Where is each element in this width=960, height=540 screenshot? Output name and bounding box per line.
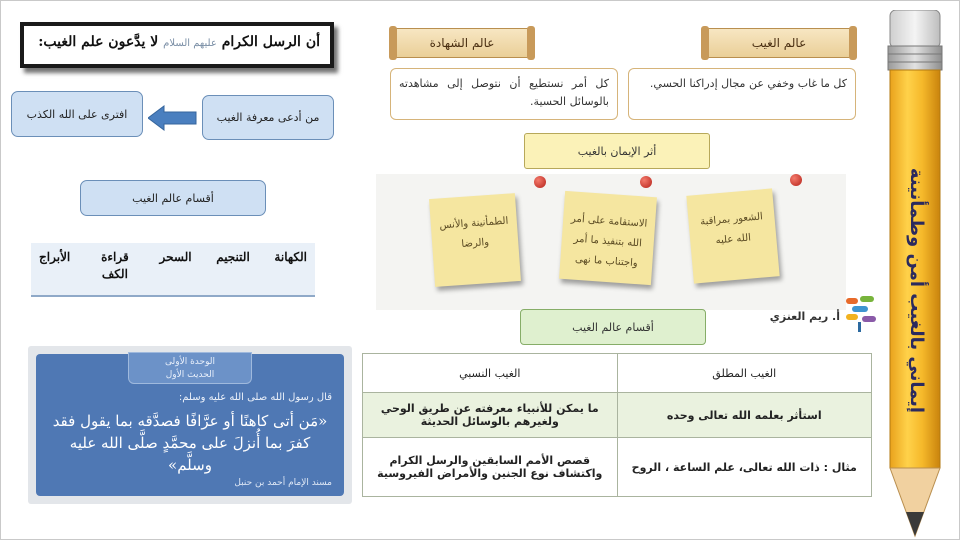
hadith-text: «مَن أتى كاهنًا أو عرَّافًا فصدَّقه بما يقول فقد كفرَ بما أُنزلَ على محمَّدٍ صلَّى الله عليه وسلَّم» [52,412,328,474]
table-row [363,354,872,393]
author-name: أ. ريم العنزي [769,310,840,323]
consequence-box [11,91,143,137]
scroll-unseen [706,28,852,58]
list-item: الأبراج [39,250,71,264]
faith-effect-bar [524,133,710,169]
title-rest: لا يدَّعون علم الغيب: [38,34,159,50]
witnessed-definition-text: كل أمر نستطيع أن نتوصل إلى مشاهدته بالوسائل الحسية. [399,77,609,108]
scroll-witnessed-label: عالم الشهادة [429,36,495,50]
note-tranquility [429,193,521,287]
table-cell: استأثر بعلمه الله تعالى وحده [617,393,872,438]
divisions-heading-label: أقسام عالم الغيب [132,191,214,205]
table-cell: مثال : ذات الله تعالى، علم الساعة ، الروح [617,438,872,497]
unit-tag [128,352,252,384]
scroll-unseen-label: عالم الغيب [751,36,807,50]
note-steadfastness [559,191,657,285]
unit-label: الوحدة الأولى [165,357,215,367]
unseen-definition-text: كل ما غاب وخفي عن مجال إدراكنا الحسي. [649,77,847,90]
table-header-absolute: الغيب المطلق [617,354,872,393]
arrow-left-icon [148,104,198,132]
title-honorific: عليهم السلام [163,38,217,49]
author-logo [742,292,890,338]
hadith-panel [28,346,352,504]
slide-title [20,22,334,68]
table-row [363,393,872,438]
unseen-definition [628,68,856,120]
note-text: الطمأنينة والأنس والرضا [439,215,509,250]
lesson-label: الحديث الأول [165,370,215,380]
divisions-list [31,243,315,297]
pin-icon [534,176,546,188]
pin-icon [640,176,652,188]
pin-icon [790,174,802,186]
note-text: الاستقامة على أمر الله بتنفيذ ما أمر واجتناب ما نهى [570,213,648,270]
note-awareness [686,188,779,283]
list-item: التنجيم [216,250,250,264]
hadith-reference: مسند الإمام أحمد بن حنبل [234,478,332,488]
divisions-green-bar [520,309,706,345]
unseen-types-table [362,353,872,497]
table-cell: قصص الأمم السابقين والرسل الكرام واكتشاف نوع الجنين والأمراض الفيروسية [363,438,618,497]
note-text: الشعور بمراقبة الله عليه [699,211,764,247]
book-logo-icon [842,292,882,332]
faith-effect-label: أثر الإيمان بالغيب [577,144,657,158]
divisions-heading [80,180,266,216]
hadith-intro: قال رسول الله صلى الله عليه وسلم: [178,392,332,403]
hadith-board [36,354,344,496]
table-header-relative: الغيب النسبي [363,354,618,393]
pencil-label-text: إيماني بالغيب أمن وطمأنينة [906,167,928,413]
list-item: السحر [159,250,192,264]
claim-box-label: من أدعى معرفة الغيب [216,111,320,124]
table-row [363,438,872,497]
table-cell: ما يمكن للأنبياء معرفته عن طريق الوحي ولغيرهم بالوسائل الحديثة [363,393,618,438]
divisions-green-label: أقسام عالم الغيب [572,320,654,334]
title-main: أن الرسل الكرام [221,34,320,50]
scroll-witnessed [394,28,530,58]
witnessed-definition [390,68,618,120]
list-item: قراءة الكف [101,250,129,281]
claim-box [202,95,334,140]
pencil-label [894,70,940,510]
list-item: الكهانة [274,250,307,264]
consequence-box-label: افترى على الله الكذب [26,107,128,121]
